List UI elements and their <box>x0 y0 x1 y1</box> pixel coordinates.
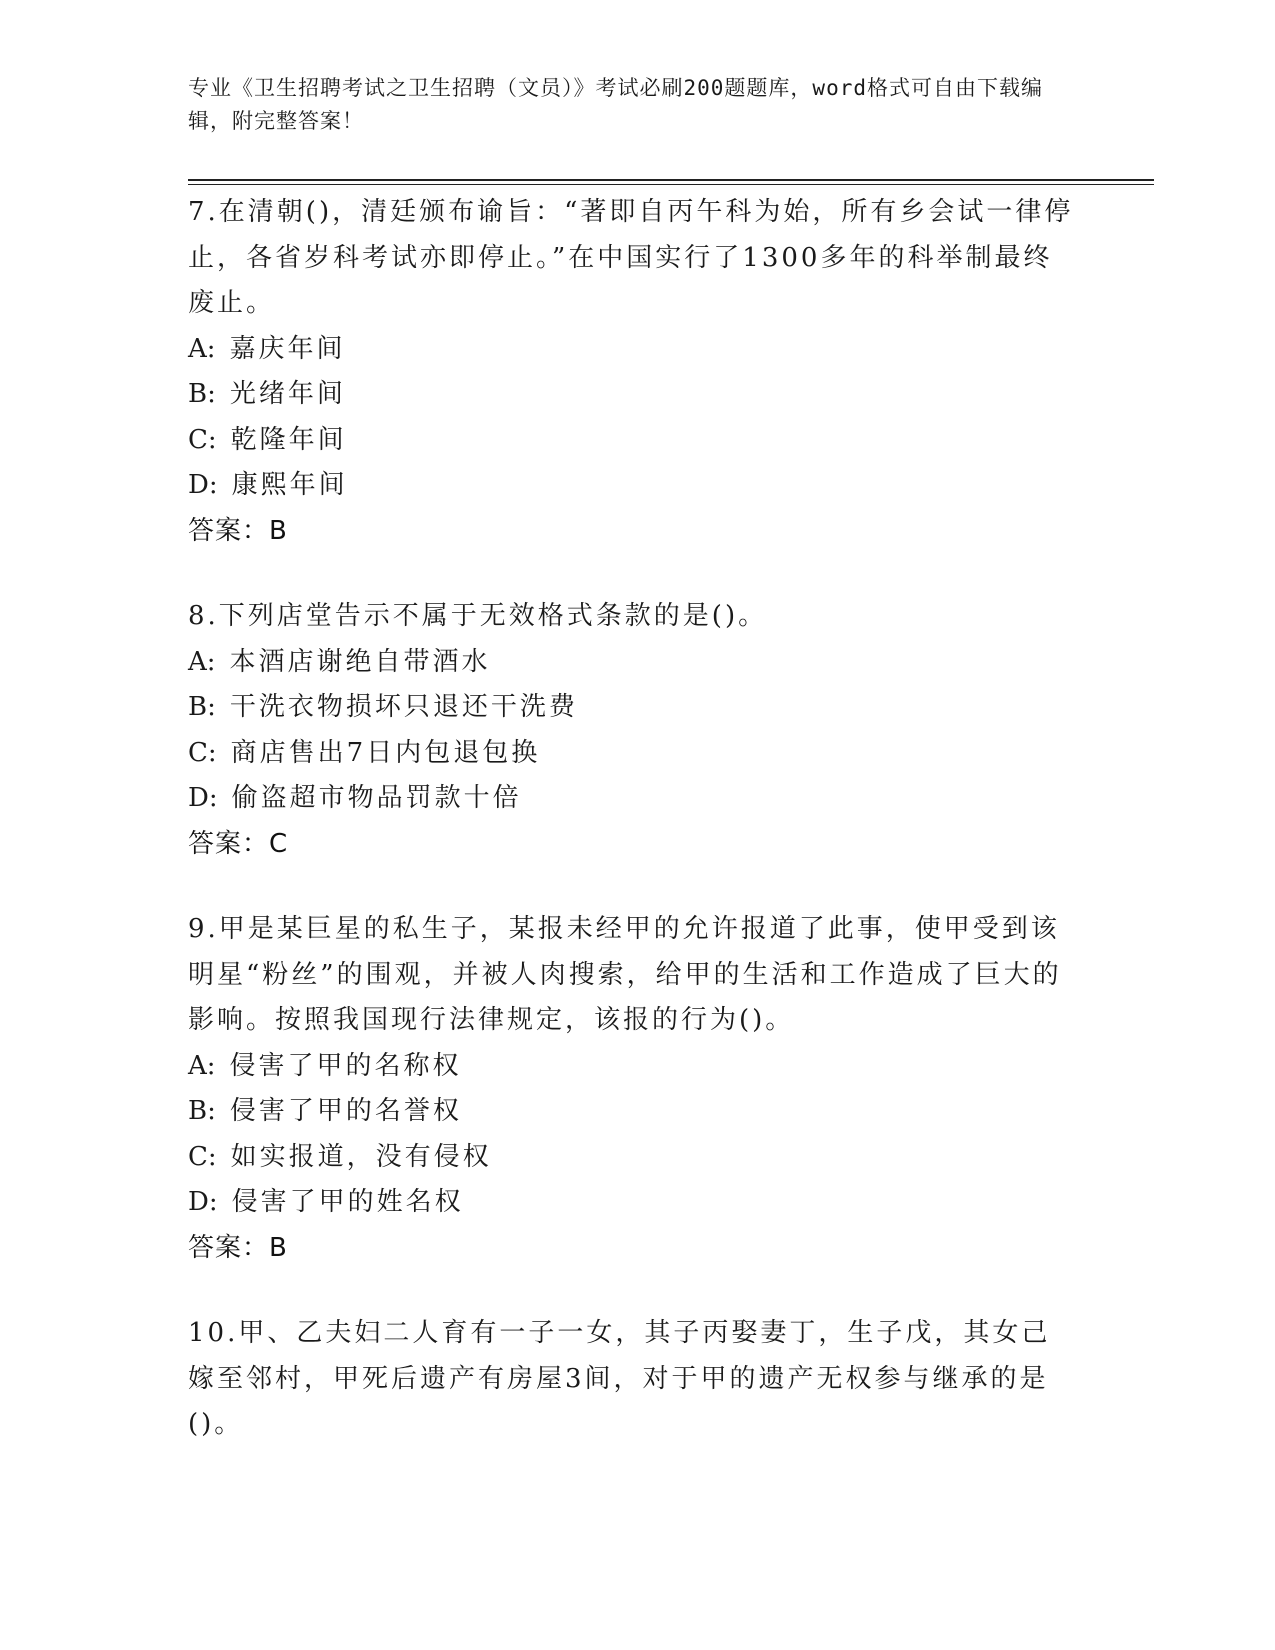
option-text: 光绪年间 <box>229 379 346 409</box>
option-separator: : <box>207 1141 217 1172</box>
header-rule-thick <box>188 179 1154 181</box>
option-separator: : <box>207 379 216 409</box>
option-d <box>188 1180 1078 1226</box>
option-letter: B <box>188 692 208 722</box>
option-letter: A <box>188 333 207 364</box>
question-list <box>188 190 1078 1488</box>
option-letter: C <box>188 737 208 768</box>
question-10 <box>188 1311 1078 1448</box>
option-text: 嘉庆年间 <box>229 333 346 364</box>
option-text: 康熙年间 <box>231 470 348 500</box>
option-text: 本酒店谢绝自带酒水 <box>229 646 491 677</box>
option-letter: D <box>188 470 209 500</box>
option-a <box>188 1044 1078 1090</box>
question-stem: 9.甲是某巨星的私生子，某报未经甲的允许报道了此事，使甲受到该明星“粉丝”的围观，并被人肉搜索，给甲的生活和工作造成了巨大的影响。按照我国现行法律规定，该报的行为()。 <box>188 914 1062 1035</box>
answer-line: 答案：B <box>188 1232 288 1263</box>
option-separator: : <box>207 424 217 455</box>
option-b <box>188 1089 1078 1135</box>
option-separator: : <box>206 333 216 364</box>
option-text: 如实报道，没有侵权 <box>230 1141 492 1172</box>
option-letter: A <box>188 1050 207 1081</box>
answer-line: 答案：B <box>188 515 288 546</box>
header-rule-thin <box>188 184 1154 185</box>
question-9 <box>188 907 1078 1271</box>
option-letter: D <box>188 783 209 813</box>
option-text: 偷盗超市物品罚款十倍 <box>231 783 522 813</box>
option-text: 侵害了甲的名誉权 <box>229 1096 462 1126</box>
option-letter: D <box>188 1187 209 1217</box>
option-letter: B <box>188 379 208 409</box>
question-8 <box>188 594 1078 867</box>
option-separator: : <box>206 646 216 677</box>
option-separator: : <box>207 1096 216 1126</box>
answer-line: 答案：C <box>188 828 289 859</box>
option-letter: B <box>188 1096 208 1126</box>
option-text: 干洗衣物损坏只退还干洗费 <box>229 692 578 722</box>
option-separator: : <box>206 1050 216 1081</box>
option-c <box>188 1135 1078 1181</box>
option-d <box>188 776 1078 822</box>
option-separator: : <box>208 1187 218 1217</box>
question-stem: 10.甲、乙夫妇二人育有一子一女，其子丙娶妻丁，生子戊，其女己嫁至邻村，甲死后遗产有房屋3间，对于甲的遗产无权参与继承的是()。 <box>188 1318 1051 1439</box>
option-c <box>188 418 1078 464</box>
option-text: 乾隆年间 <box>230 424 347 455</box>
option-text: 侵害了甲的姓名权 <box>231 1187 464 1217</box>
option-b <box>188 372 1078 418</box>
question-stem: 7.在清朝()，清廷颁布谕旨：“著即自丙午科为始，所有乡会试一律停止，各省岁科考试亦即停止。”在中国实行了1300多年的科举制最终废止。 <box>188 197 1074 318</box>
option-a <box>188 640 1078 686</box>
option-separator: : <box>208 470 218 500</box>
document-header: 专业《卫生招聘考试之卫生招聘（文员）》考试必刷200题题库，word格式可自由下载编辑，附完整答案！ <box>188 76 1043 133</box>
option-letter: A <box>188 646 207 677</box>
option-separator: : <box>207 737 217 768</box>
option-a <box>188 327 1078 373</box>
option-b <box>188 685 1078 731</box>
option-letter: C <box>188 424 208 455</box>
option-c <box>188 731 1078 777</box>
question-stem: 8.下列店堂告示不属于无效格式条款的是()。 <box>188 601 768 631</box>
question-7 <box>188 190 1078 554</box>
option-d <box>188 463 1078 509</box>
option-text: 侵害了甲的名称权 <box>229 1050 462 1081</box>
option-text: 商店售出7日内包退包换 <box>230 737 541 768</box>
option-separator: : <box>207 692 216 722</box>
option-separator: : <box>208 783 218 813</box>
option-letter: C <box>188 1141 208 1172</box>
